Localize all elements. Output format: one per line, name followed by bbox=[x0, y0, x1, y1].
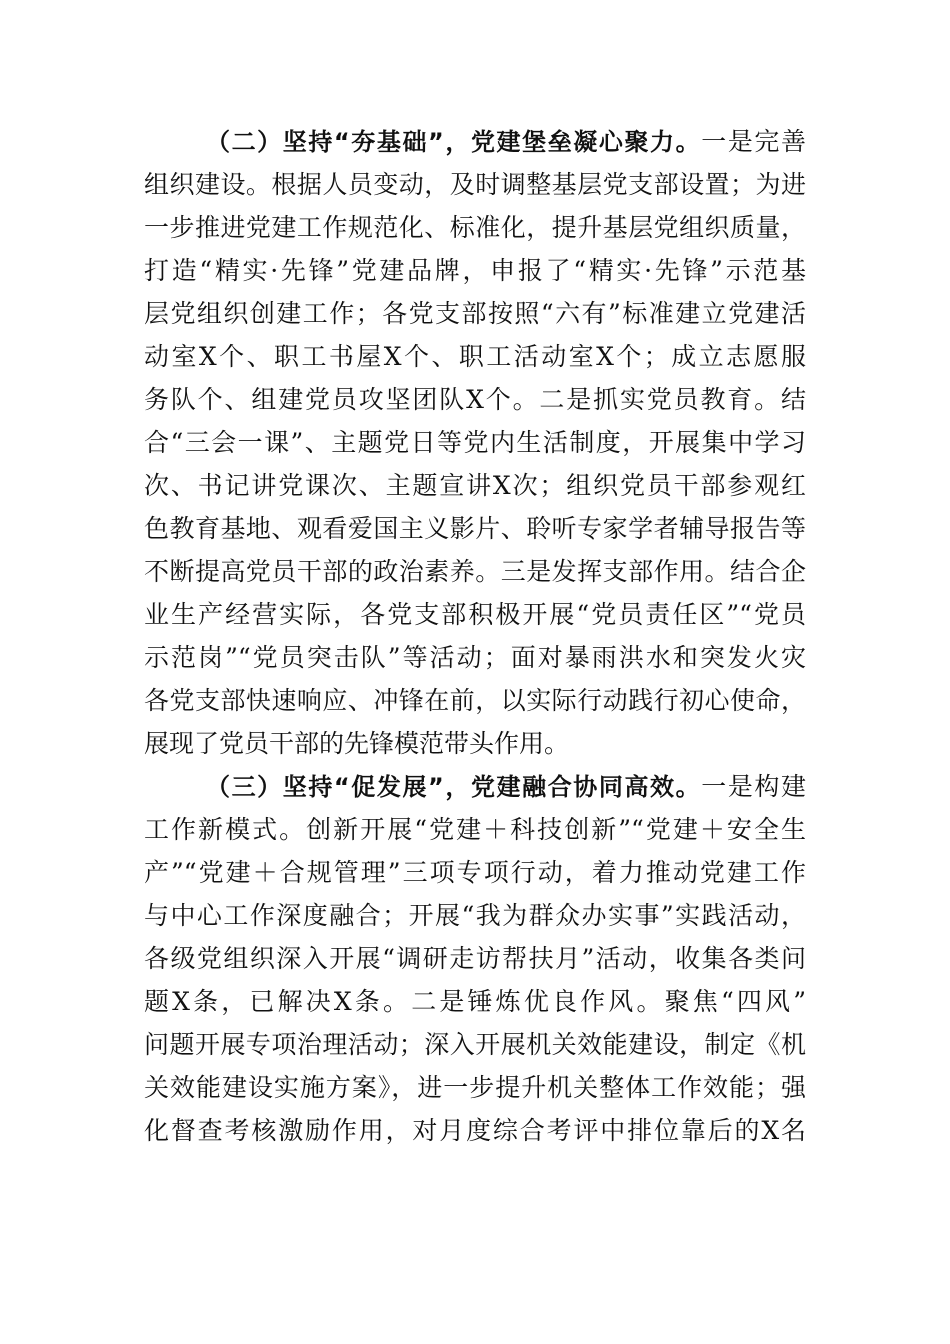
paragraph-line: 工作新模式。创新开展“党建＋科技创新”“党建＋安全生 bbox=[144, 815, 806, 844]
section3-first-line bbox=[206, 766, 806, 808]
paragraph-line: 各党支部快速响应、冲锋在前，以实际行动践行初心使命， bbox=[144, 686, 806, 715]
paragraph-line: 各级党组织深入开展“调研走访帮扶月”活动，收集各类问 bbox=[144, 944, 806, 973]
paragraph-line: 业生产经营实际，各党支部积极开展“党员责任区”“党员 bbox=[144, 600, 806, 629]
section2-first-line bbox=[206, 121, 806, 163]
paragraph-line: 一步推进党建工作规范化、标准化，提升基层党组织质量， bbox=[144, 213, 806, 242]
paragraph-line: 示范岗”“党员突击队”等活动；面对暴雨洪水和突发火灾 bbox=[144, 643, 806, 672]
paragraph-line: 产”“党建＋合规管理”三项专项行动，着力推动党建工作 bbox=[144, 858, 806, 887]
paragraph-line: 动室X个、职工书屋X个、职工活动室X个；成立志愿服 bbox=[144, 342, 806, 371]
paragraph-text: 一是构建 bbox=[701, 772, 806, 801]
paragraph-line: 次、书记讲党课次、主题宣讲X次；组织党员干部参观红 bbox=[144, 471, 806, 500]
paragraph-line: 化督查考核激励作用，对月度综合考评中排位靠后的X名 bbox=[144, 1116, 806, 1145]
paragraph-line: 组织建设。根据人员变动，及时调整基层党支部设置；为进 bbox=[144, 170, 806, 199]
section3-heading: （三）坚持“促发展”，党建融合协同高效。 bbox=[206, 773, 702, 801]
paragraph-line: 不断提高党员干部的政治素养。三是发挥支部作用。结合企 bbox=[144, 557, 806, 586]
paragraph-line: 打造“精实·先锋”党建品牌，申报了“精实·先锋”示范基 bbox=[144, 256, 806, 285]
paragraph-line: 层党组织创建工作；各党支部按照“六有”标准建立党建活 bbox=[144, 299, 806, 328]
paragraph-line: 关效能建设实施方案》，进一步提升机关整体工作效能；强 bbox=[144, 1073, 806, 1102]
paragraph-line: 问题开展专项治理活动；深入开展机关效能建设，制定《机 bbox=[144, 1030, 806, 1059]
paragraph-text: 一是完善 bbox=[701, 127, 806, 156]
paragraph-line: 合“三会一课”、主题党日等党内生活制度，开展集中学习 bbox=[144, 428, 806, 457]
paragraph-line: 务队个、组建党员攻坚团队X个。二是抓实党员教育。结 bbox=[144, 385, 806, 414]
paragraph-line: 题X条，已解决X条。二是锤炼优良作风。聚焦“四风” bbox=[144, 987, 806, 1016]
section2-heading: （二）坚持“夯基础”，党建堡垒凝心聚力。 bbox=[206, 128, 702, 156]
paragraph-last-line: 展现了党员干部的先锋模范带头作用。 bbox=[144, 729, 570, 758]
paragraph-line: 色教育基地、观看爱国主义影片、聆听专家学者辅导报告等 bbox=[144, 514, 806, 543]
paragraph-line: 与中心工作深度融合；开展“我为群众办实事”实践活动， bbox=[144, 901, 806, 930]
